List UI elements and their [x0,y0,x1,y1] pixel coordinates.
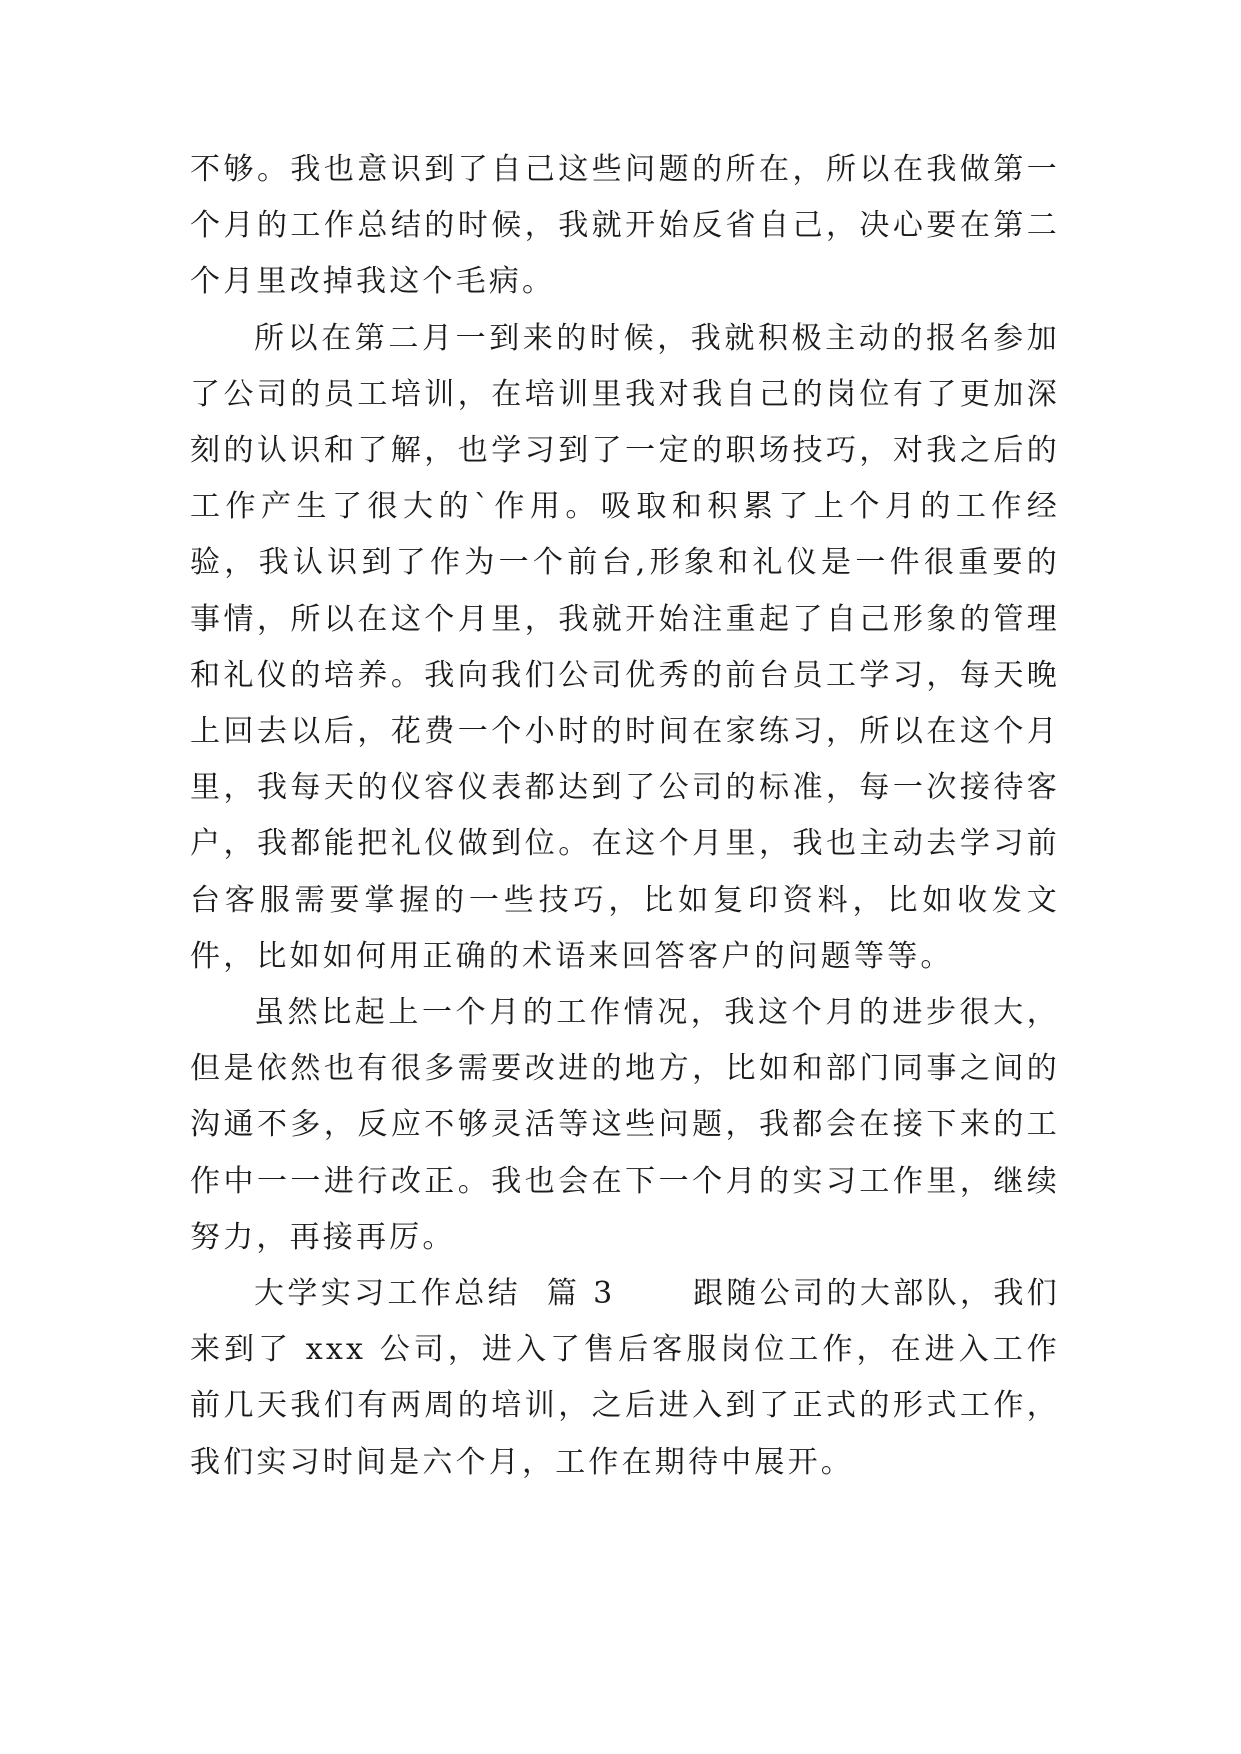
paragraph-3: 虽然比起上一个月的工作情况，我这个月的进步很大，但是依然也有很多需要改进的地方，比如和部门同事之间的沟通不多，反应不够灵活等这些问题，我都会在接下来的工作中一一进行改正。我也会在下一个月的实习工作里，继续努力，再接再厉。 [190,995,1060,1255]
paragraph-1: 不够。我也意识到了自己这些问题的所在，所以在我做第一个月的工作总结的时候，我就开始反省自己，决心要在第二个月里改掉我这个毛病。 [190,152,1060,300]
paragraph-2: 所以在第二月一到来的时候，我就积极主动的报名参加了公司的员工培训，在培训里我对我自己的岗位有了更加深刻的认识和了解，也学习到了一定的职场技巧，对我之后的工作产生了很大的`作用。吸取和积累了上个月的工作经验，我认识到了作为一个前台,形象和礼仪是一件很重要的事情，所以在这个月里，我就开始注重起了自己形象的管理和礼仪的培养。我向我们公司优秀的前台员工学习，每天晚上回去以后，花费一个小时的时间在家练习，所以在这个月里，我每天的仪容仪表都达到了公司的标准，每一次接待客户，我都能把礼仪做到位。在这个月里，我也主动去学习前台客服需要掌握的一些技巧，比如复印资料，比如收发文件，比如如何用正确的术语来回答客户的问题等等。 [190,320,1060,974]
document-body [190,142,1060,1491]
paragraph-4: 大学实习工作总结 篇 3 跟随公司的大部队，我们来到了 xxx 公司，进入了售后客服岗位工作，在进入工作前几天我们有两周的培训，之后进入到了正式的形式工作，我们实习时间是六个月，工作在期待中展开。 [190,1276,1060,1480]
